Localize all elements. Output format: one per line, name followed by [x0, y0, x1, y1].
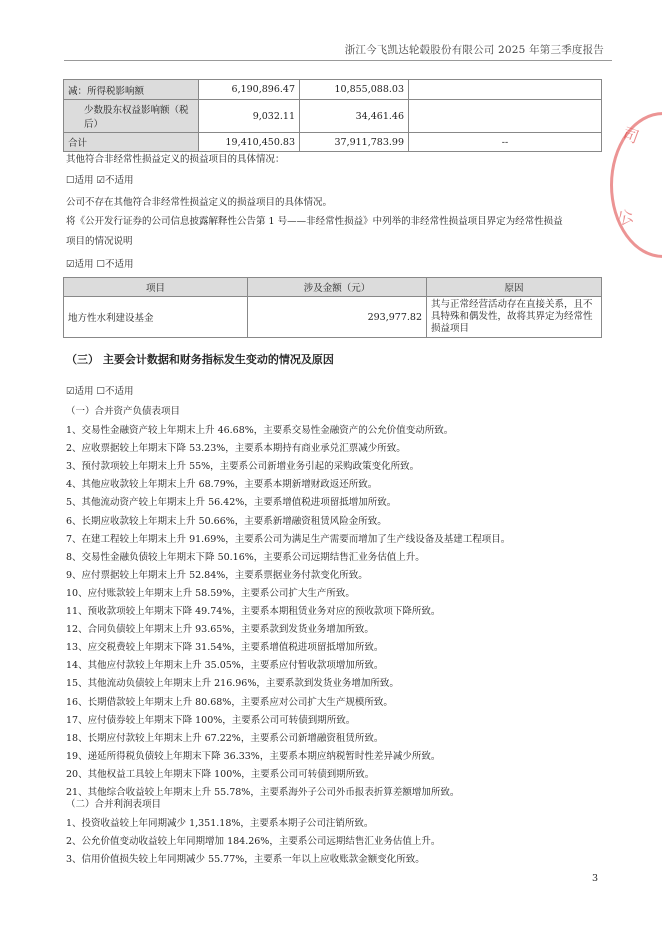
list-item: 6、长期应收款较上年期末上升 50.66%，主要系新增融资租赁风险金所致。	[66, 515, 387, 527]
list-item: 11、预收款项较上年期末下降 49.74%，主要系本期租赁业务对应的预收款项下降所致。	[66, 606, 441, 617]
paragraph: 将《公开发行证券的公司信息披露解释性公告第 1 号——非经常性损益》中列举的非经常性损益项目界定为经常性损益	[66, 216, 563, 227]
non-recurring-table	[63, 79, 602, 152]
list-item: 2、公允价值变动收益较上年同期增加 184.26%，主要系公司远期结售汇业务估值上升。	[66, 836, 441, 847]
list-item: 16、长期借款较上年期末上升 80.68%，主要系应对公司扩大生产规模所致。	[66, 696, 393, 708]
cell-value: 37,911,783.99	[300, 133, 409, 152]
cell-value: --	[409, 133, 602, 152]
table-row	[64, 80, 602, 100]
list-item: 8、交易性金融负债较上年期末下降 50.16%，主要系公司远期结售汇业务估值上升。	[66, 551, 425, 563]
table-header-row	[64, 278, 602, 297]
list-item: 5、其他流动资产较上年期末上升 56.42%，主要系增值税进项留抵增加所致。	[66, 497, 397, 509]
cell-value	[409, 80, 602, 100]
list-item: 20、其他权益工具较上年期末下降 100%，主要系公司可转债到期所致。	[66, 768, 375, 780]
page-number: 3	[591, 873, 598, 884]
cell-value: 6,190,896.47	[199, 80, 300, 100]
table-row	[64, 297, 602, 338]
subsection-title: （二）合并利润表项目	[66, 799, 162, 810]
section-title: （三） 主要会计数据和财务指标发生变动的情况及原因	[66, 353, 334, 366]
table-row	[64, 100, 602, 133]
cell-reason: 其与正常经营活动存在直接关系，且不具特殊和偶发性，故将其界定为经常性损益项目	[427, 297, 602, 338]
row-label: 少数股东权益影响额（税后）	[64, 100, 199, 133]
list-item: 21、其他综合收益较上年期末上升 55.78%，主要系海外子公司外币报表折算差额增加所致。	[66, 787, 460, 798]
subsection-title: （一）合并资产负债表项目	[66, 406, 181, 417]
page-header	[0, 40, 662, 62]
list-item: 13、应交税费较上年期末下降 31.54%，主要系增值税进项留抵增加所致。	[66, 642, 384, 654]
list-item: 1、交易性金融资产较上年期末上升 46.68%，主要系交易性金融资产的公允价值变动所致。	[66, 425, 454, 436]
recurring-items-table	[63, 277, 602, 338]
list-item: 2、应收票据较上年期末下降 53.23%，主要系本期持有商业承兑汇票减少所致。	[66, 443, 406, 455]
list-item: 18、长期应付款较上年期末上升 67.22%，主要系公司新增融资租赁所致。	[66, 732, 384, 744]
row-label: 减：所得税影响额	[64, 80, 199, 100]
column-header: 涉及金额（元）	[248, 278, 427, 297]
cell-amount: 293,977.82	[248, 297, 427, 338]
list-item: 3、预付款项较上年期末上升 55%，主要系公司新增业务引起的采购政策变化所致。	[66, 461, 420, 473]
applicable-checkbox-line: ☐适用 ☑不适用	[66, 175, 134, 186]
list-item: 14、其他应付款较上年期末上升 35.05%，主要系应付暂收款项增加所致。	[66, 660, 384, 672]
cell-value: 19,410,450.83	[199, 133, 300, 152]
applicable-checkbox-line: ☑适用 ☐不适用	[66, 259, 134, 270]
row-label: 合计	[64, 133, 199, 152]
cell-value	[409, 100, 602, 133]
list-item: 1、投资收益较上年同期减少 1,351.18%，主要系本期子公司注销所致。	[66, 818, 374, 829]
list-item: 4、其他应收款较上年期末上升 68.79%，主要系本期新增财政返还所致。	[66, 479, 378, 491]
cell-item: 地方性水利建设基金	[64, 297, 248, 338]
column-header: 项目	[64, 278, 248, 297]
list-item: 9、应付票据较上年期末上升 52.84%，主要系票据业务付款变化所致。	[66, 569, 368, 581]
cell-value: 9,032.11	[199, 100, 300, 133]
list-item: 3、信用价值损失较上年同期减少 55.77%，主要系一年以上应收账款金额变化所致。	[66, 854, 425, 865]
list-item: 7、在建工程较上年期末上升 91.69%，主要系公司为满足生产需要而增加了生产线设备及基建工程项目。	[66, 533, 511, 545]
table-row	[64, 133, 602, 152]
report-title: 浙江今飞凯达轮毂股份有限公司 2025 年第三季度报告	[344, 44, 604, 56]
column-header: 原因	[427, 278, 602, 297]
list-item: 12、合同负债较上年期末上升 93.65%，主要系款到发货业务增加所致。	[66, 624, 374, 636]
paragraph: 其他符合非经常性损益定义的损益项目的具体情况：	[66, 154, 285, 165]
header-divider	[64, 60, 612, 61]
cell-value: 10,855,088.03	[300, 80, 409, 100]
applicable-checkbox-line: ☑适用 ☐不适用	[66, 386, 134, 397]
list-item: 19、递延所得税负债较上年期末下降 36.33%，主要系本期应纳税暂时性差异减少所致。	[66, 750, 441, 762]
company-seal: 司 公	[610, 112, 662, 258]
list-item: 17、应付债券较上年期末下降 100%，主要系公司可转债到期所致。	[66, 714, 356, 726]
list-item: 15、其他流动负债较上年期末上升 216.96%，主要系款到发货业务增加所致。	[66, 678, 399, 690]
paragraph: 公司不存在其他符合非经常性损益定义的损益项目的具体情况。	[66, 197, 333, 208]
paragraph: 项目的情况说明	[66, 236, 133, 247]
list-item: 10、应付账款较上年期末上升 58.59%，主要系公司扩大生产所致。	[66, 587, 355, 599]
cell-value: 34,461.46	[300, 100, 409, 133]
